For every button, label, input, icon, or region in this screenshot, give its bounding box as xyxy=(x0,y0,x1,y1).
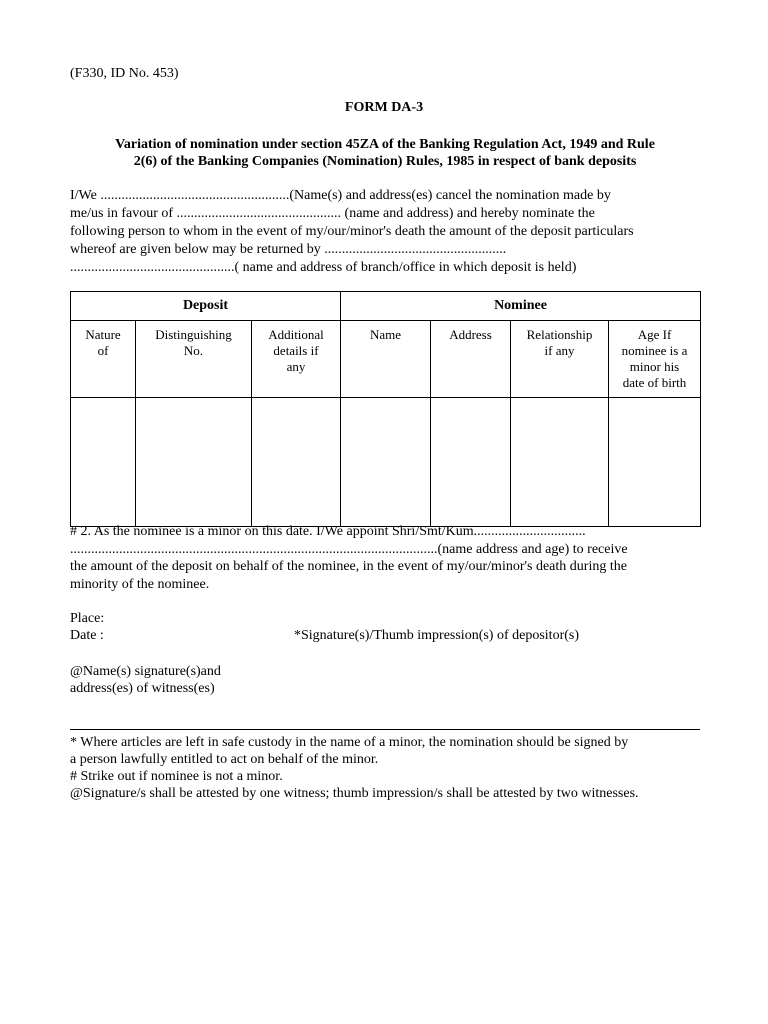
depositor-signature-label: *Signature(s)/Thumb impression(s) of depositor(s) xyxy=(294,628,580,643)
intro-line: whereof are given below may be returned by .................................................... xyxy=(70,242,507,257)
footnote: # Strike out if nominee is not a minor. xyxy=(70,769,283,784)
footnote: a person lawfully entitled to act on behalf of the minor. xyxy=(70,752,379,767)
place-label: Place: xyxy=(70,611,105,626)
witness-label: @Name(s) signature(s)and address(es) of witness(es) xyxy=(70,664,221,696)
entry-cell-distinguishing-no[interactable] xyxy=(136,398,252,527)
footnote: * Where articles are left in safe custody in the name of a minor, the nomination should be signed by xyxy=(70,735,629,750)
entry-cell-relationship[interactable] xyxy=(511,398,609,527)
entry-cell-nature[interactable] xyxy=(71,398,136,527)
entry-cell-address[interactable] xyxy=(431,398,511,527)
footnote: @Signature/s shall be attested by one witness; thumb impression/s shall be attested by two witnesses. xyxy=(70,786,639,801)
deposit-group-header: Deposit xyxy=(71,292,341,321)
intro-line: following person to whom in the event of my/our/minor's death the amount of the deposit particulars xyxy=(70,224,634,239)
column-header-address: Address xyxy=(431,321,511,398)
para-line: # 2. As the nominee is a minor on this date. I/We appoint Shri/Smt/Kum................................ xyxy=(70,524,586,539)
form-subtitle xyxy=(70,136,700,170)
form-title: FORM DA-3 xyxy=(344,100,424,115)
intro-line: me/us in favour of ............................................... (name and address) and hereby nominate the xyxy=(70,206,595,221)
para-line: minority of the nominee. xyxy=(70,576,210,592)
nominee-group-header: Nominee xyxy=(341,292,701,321)
date-label: Date : xyxy=(70,628,104,643)
column-header-distinguishing-no: Distinguishing No. xyxy=(136,321,252,398)
column-header-age: Age If nominee is a minor his date of birth xyxy=(609,321,701,398)
column-header-nature: Nature of xyxy=(71,321,136,398)
column-header-name: Name xyxy=(341,321,431,398)
intro-line: I/We ......................................................(Name(s) and address(es) cancel the nomination made by xyxy=(70,188,611,203)
para-line: .........................................................................................................(name address and age) to receive xyxy=(70,541,628,557)
column-header-relationship: Relationship if any xyxy=(511,321,609,398)
entry-cell-name[interactable] xyxy=(341,398,431,527)
intro-line: ...............................................( name and address of branch/office in which deposit is held) xyxy=(70,260,577,275)
subtitle-line: 2(6) of the Banking Companies (Nomination) Rules, 1985 in respect of bank deposits xyxy=(133,154,637,169)
form-reference: (F330, ID No. 453) xyxy=(70,66,179,81)
entry-cell-age[interactable] xyxy=(609,398,701,527)
footnote-divider xyxy=(70,729,700,730)
para-line: the amount of the deposit on behalf of the nominee, in the event of my/our/minor's death during the xyxy=(70,559,627,574)
entry-cell-additional-details[interactable] xyxy=(252,398,341,527)
footnotes xyxy=(70,734,710,802)
nomination-table xyxy=(70,291,701,527)
intro-paragraph xyxy=(70,187,700,277)
column-header-additional-details: Additional details if any xyxy=(252,321,341,398)
subtitle-line: Variation of nomination under section 45ZA of the Banking Regulation Act, 1949 and Rule xyxy=(115,137,655,152)
minor-nominee-paragraph xyxy=(70,523,700,593)
